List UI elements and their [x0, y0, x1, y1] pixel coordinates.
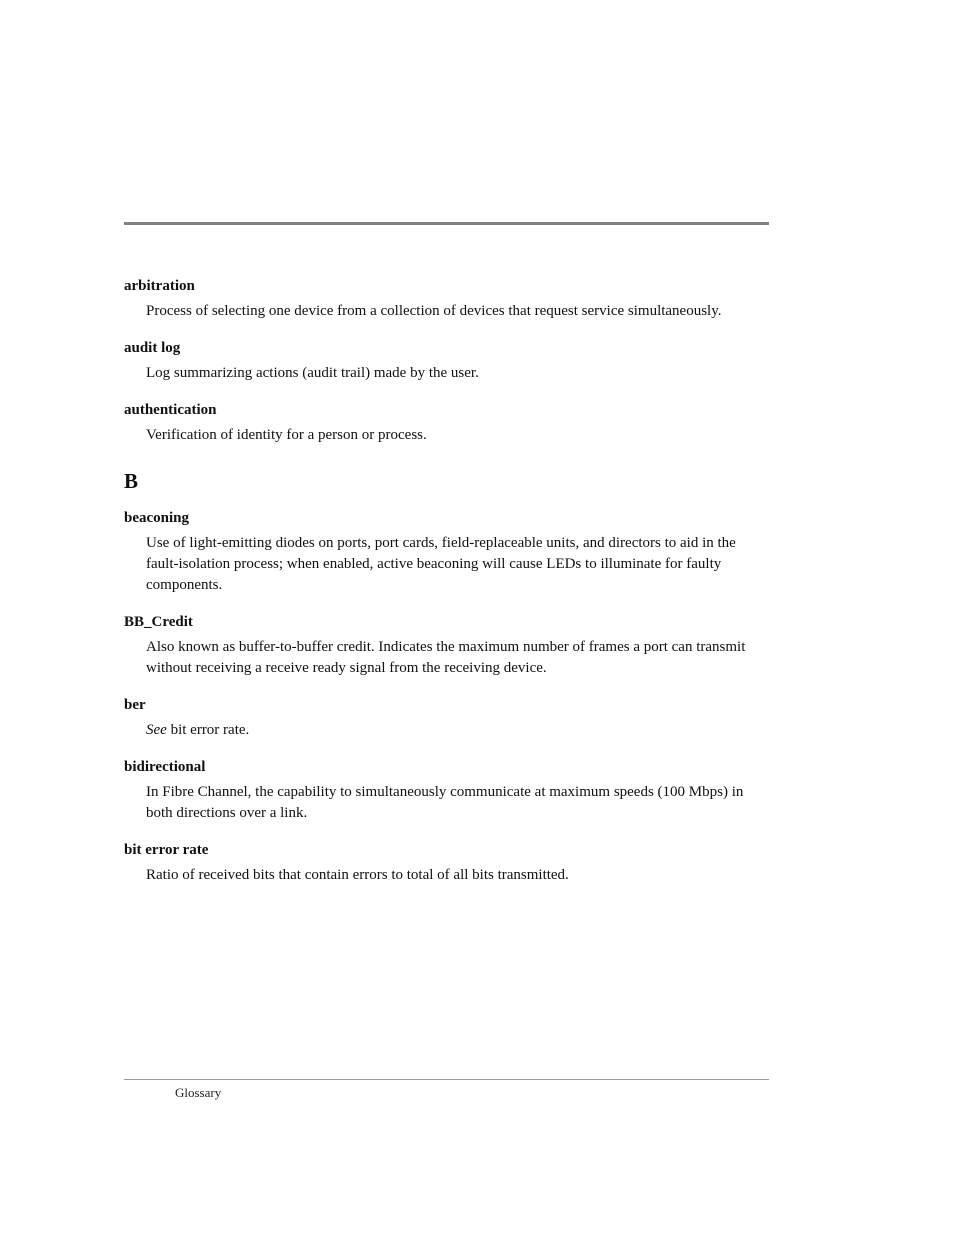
- footer-rule: [124, 1079, 769, 1080]
- glossary-entry-ber: [124, 695, 769, 741]
- glossary-definition: [146, 720, 769, 741]
- glossary-term: bidirectional: [124, 759, 206, 775]
- glossary-content: [124, 276, 769, 902]
- glossary-definition: Verification of identity for a person or process.: [146, 427, 427, 443]
- section-heading-b: B: [124, 469, 139, 493]
- glossary-definition: Ratio of received bits that contain errors to total of all bits transmitted.: [146, 867, 569, 883]
- glossary-definition: Also known as buffer-to-buffer credit. Indicates the maximum number of frames a port can transmit without receiving a receive ready signal from the receiving device.: [146, 639, 746, 676]
- glossary-definition: Use of light-emitting diodes on ports, port cards, field-replaceable units, and directors to aid in the fault-isolation process; when enabled, active beaconing will cause LEDs to illuminate for faulty components.: [146, 535, 736, 593]
- glossary-definition: Process of selecting one device from a collection of devices that request service simultaneously.: [146, 303, 722, 319]
- glossary-term: BB_Credit: [124, 614, 193, 630]
- glossary-entry-bb-credit: [124, 612, 769, 679]
- glossary-entry-authentication: [124, 400, 769, 446]
- glossary-term: arbitration: [124, 278, 195, 294]
- footer-section-label: Glossary: [175, 1085, 222, 1100]
- glossary-entry-arbitration: [124, 276, 769, 322]
- see-reference-label: See: [146, 722, 167, 738]
- glossary-term: ber: [124, 697, 146, 713]
- glossary-term: audit log: [124, 340, 181, 356]
- glossary-term: bit error rate: [124, 842, 209, 858]
- glossary-entry-beaconing: [124, 508, 769, 596]
- glossary-entry-audit-log: [124, 338, 769, 384]
- glossary-entry-bit-error-rate: [124, 840, 769, 886]
- glossary-term: beaconing: [124, 510, 190, 526]
- glossary-entry-bidirectional: [124, 757, 769, 824]
- see-reference-target: bit error rate.: [166, 722, 250, 738]
- glossary-term: authentication: [124, 402, 217, 418]
- glossary-definition: Log summarizing actions (audit trail) made by the user.: [146, 365, 479, 381]
- glossary-definition: In Fibre Channel, the capability to simultaneously communicate at maximum speeds (100 Mbps) in both directions over a link.: [146, 784, 744, 821]
- header-rule: [124, 222, 769, 225]
